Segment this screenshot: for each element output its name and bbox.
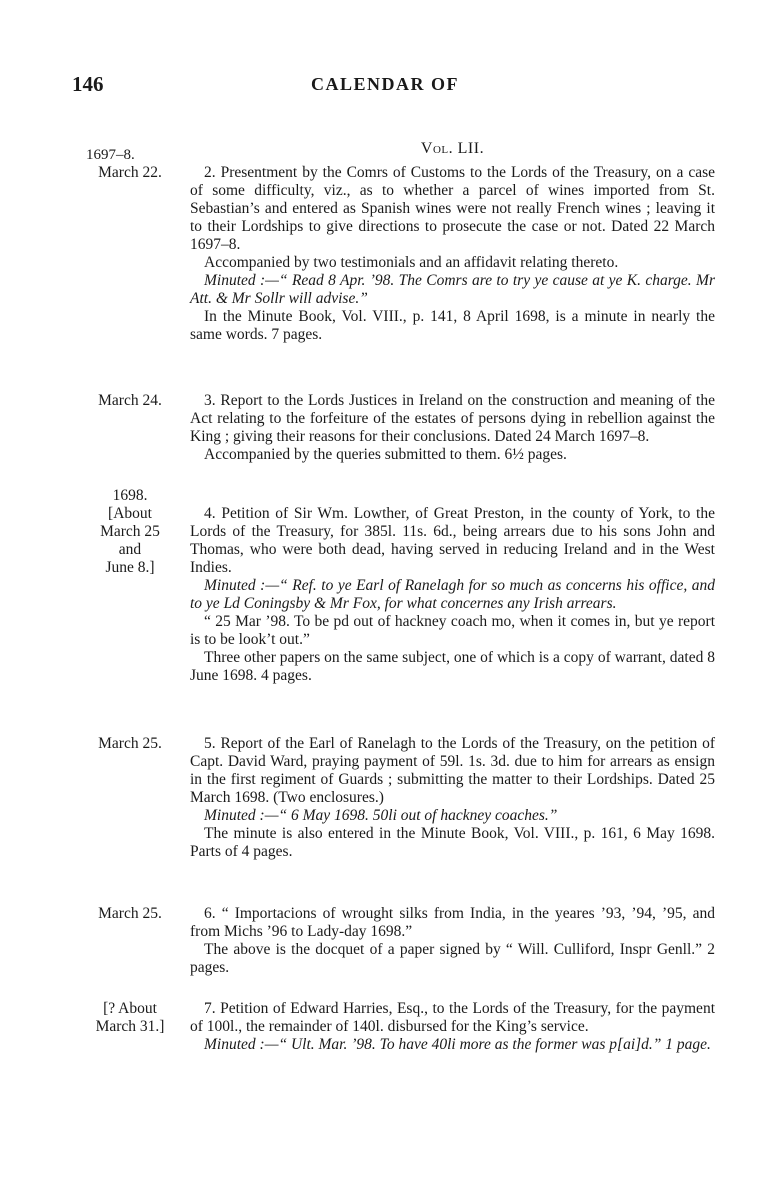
entry-paragraph: “ 25 Mar ’98. To be pd out of hackney coach mo, when it comes in, but ye report is to be look’t out.” [190,613,715,648]
entry-paragraph: In the Minute Book, Vol. VIII., p. 141, 8 April 1698, is a minute in nearly the same words. 7 pages. [190,308,715,343]
entry-paragraph: Accompanied by the queries submitted to them. 6½ pages. [204,446,567,463]
page-number: 146 [72,72,104,96]
entry-paragraph: 3. Report to the Lords Justices in Ireland on the construction and meaning of the Act relating to the forfeiture of the estates of persons dying in rebellion against the King ; giving their reasons for their conclusions. Dated 24 March 1697–8. [190,392,715,445]
entry-date: March 24. [98,392,162,409]
entry-text [190,505,715,685]
entry-paragraph: The above is the docquet of a paper signed by “ Will. Culliford, Inspr Genll.” 2 pages. [190,941,715,976]
entry-text [190,905,715,977]
entry-minute: Minuted :—“ Ult. Mar. ’98. To have 40li more as the former was p[ai]d.” 1 page. [204,1036,711,1053]
entry-paragraph: 5. Report of the Earl of Ranelagh to the Lords of the Treasury, on the petition of Capt. David Ward, praying payment of 59l. 1s. 3d. due to him for arrears as ensign in the first regiment of Guards ; submitting the matter to their Lordships. Dated 25 March 1698. (Two enclosures.) [190,735,715,806]
entry-paragraph: The minute is also entered in the Minute Book, Vol. VIII., p. 161, 6 May 1698. Parts of 4 pages. [190,825,715,860]
entry-date: 1698. [About March 25 and June 8.] [100,487,160,576]
entry-text [190,735,715,861]
entry-date: [? About March 31.] [95,1000,165,1035]
entry-minute: Minuted :—“ 6 May 1698. 50li out of hackney coaches.” [204,807,558,824]
entry-date: March 22. [98,164,162,181]
entry-paragraph: Three other papers on the same subject, one of which is a copy of warrant, dated 8 June 1698. 4 pages. [190,649,715,684]
year-marginal: 1697–8. [86,147,135,163]
entry-paragraph: Accompanied by two testimonials and an affidavit relating thereto. [204,254,619,271]
entry-paragraph: 2. Presentment by the Comrs of Customs to the Lords of the Treasury, on a case of some difficulty, viz., as to whether a parcel of wines imported from St. Sebastian’s and entered as Spanish wines were not really French wines ; leaving it to their Lordships to give directions to prosecute the case or not. Dated 22 March 1697–8. [190,164,715,253]
entry-paragraph: 4. Petition of Sir Wm. Lowther, of Great Preston, in the county of York, to the Lords of the Treasury, for 385l. 11s. 6d., being arrears due to his sons John and Thomas, who were both dead, having served in reducing Ireland and in the West Indies. [190,505,715,576]
entry-date: March 25. [98,905,162,922]
running-head [0,72,770,98]
entry-date: March 25. [98,735,162,752]
running-title: CALENDAR OF [310,74,459,94]
entry-paragraph: 6. “ Importacions of wrought silks from India, in the yeares ’93, ’94, ’95, and from Michs ’96 to Lady-day 1698.” [190,905,715,940]
entry-text [190,392,715,464]
entry-text [190,164,715,344]
entry-paragraph: 7. Petition of Edward Harries, Esq., to the Lords of the Treasury, for the payment of 100l., the remainder of 140l. disbursed for the King’s service. [190,1000,715,1035]
entry-minute: Minuted :—“ Read 8 Apr. ’98. The Comrs are to try ye cause at ye K. charge. Mr Att. & Mr Sollr will advise.” [190,272,715,307]
volume-heading: Vol. LII. [420,140,485,157]
entry-text [190,1000,715,1054]
entry-minute: Minuted :—“ Ref. to ye Earl of Ranelagh for so much as concerns his office, and to ye Ld Coningsby & Mr Fox, for what concernes any Irish arrears. [190,577,715,612]
